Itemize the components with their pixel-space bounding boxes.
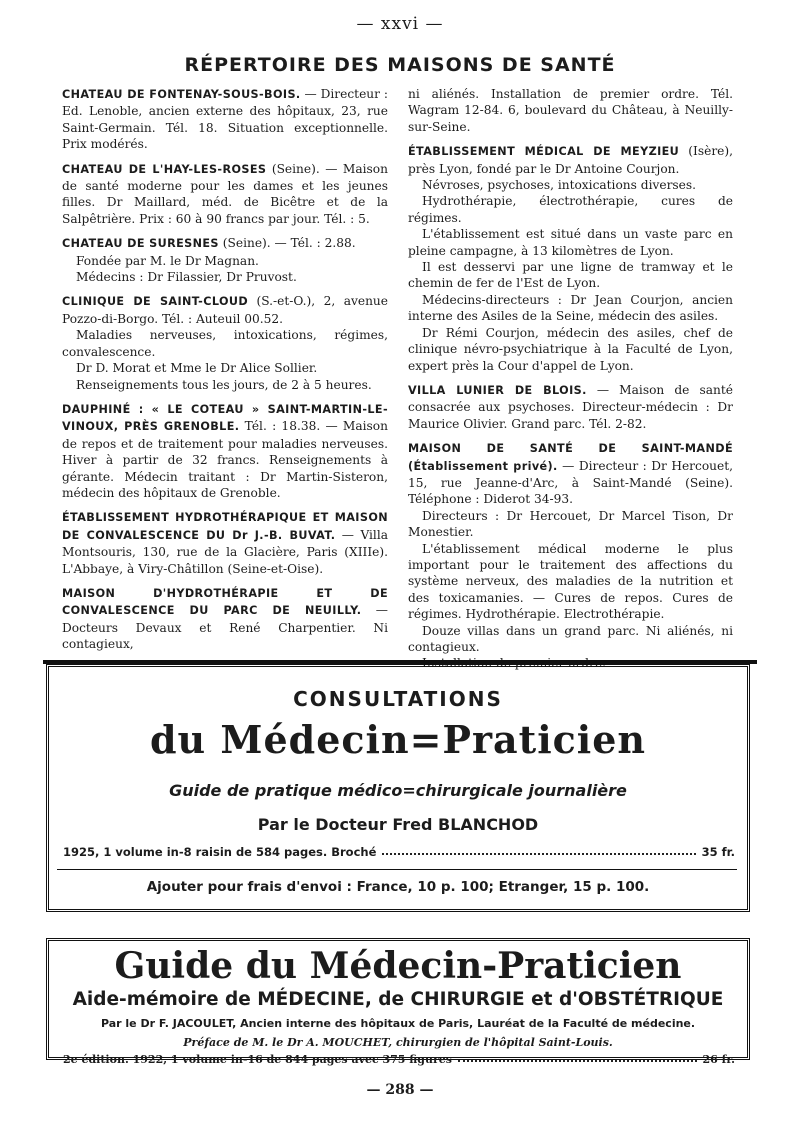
entry-body: — Villa Montsouris, 130, rue de la Glacière, Paris (XIIIe). L'Abbaye, à Viry-Châtillon (Seine-et-Oise). <box>62 527 388 576</box>
entry-body: (Seine). — Maison de santé moderne pour les dames et les jeunes filles. Dr Maillard, méd. de Bicêtre et de la Salpêtrière. Prix : 60 à 90 francs par jour. Tél. : 5. <box>62 161 388 226</box>
entry-paragraph: Dr D. Morat et Mme le Dr Alice Sollier. <box>76 361 318 376</box>
entry-heading: CHATEAU DE SURESNES <box>62 237 219 251</box>
page-footer-number: — 288 — <box>366 1082 434 1098</box>
entry-heading: VILLA LUNIER DE BLOIS. <box>408 383 587 397</box>
entry-paragraph: Dr Rémi Courjon, médecin des asiles, chef de clinique névro-psychiatrique à la Faculté de Lyon, expert près la Cour d'appel de Lyon. <box>408 325 733 373</box>
ad-edition: 1925, 1 volume in-8 raisin de 584 pages. Broché <box>63 845 377 859</box>
directory-entry <box>62 293 388 392</box>
entry-text <box>408 143 733 177</box>
entry-heading: CLINIQUE DE SAINT-CLOUD <box>62 295 249 309</box>
ad-shipping: Ajouter pour frais d'envoi : France, 10 p. 100; Etranger, 15 p. 100. <box>146 879 650 895</box>
entry-heading: ÉTABLISSEMENT MÉDICAL DE MEYZIEU <box>408 145 680 159</box>
page-number: — xxvi — <box>356 14 444 34</box>
directory-entry <box>408 440 733 672</box>
entry-heading: MAISON DE SANTÉ DE SAINT-MANDÉ (Établissement privé). <box>408 442 733 473</box>
entry-paragraph: Médecins-directeurs : Dr Jean Courjon, ancien interne des Asiles de la Seine, médecin des asiles. <box>408 292 733 324</box>
entry-text <box>62 585 388 653</box>
entry-body: — Directeur : Dr Hercouet, 15, rue Jeanne-d'Arc, à Saint-Mandé (Seine). Téléphone : Diderot 34-93. <box>408 458 733 507</box>
entry-text <box>62 401 388 501</box>
ad-title: du Médecin=Praticien <box>149 717 647 762</box>
entry-text <box>408 440 733 508</box>
entry-heading: DAUPHINÉ : « LE COTEAU » SAINT-MARTIN-LE-VINOUX, PRÈS GRENOBLE. <box>62 402 388 434</box>
entry-body: Tél. : 18.38. — Maison de repos et de traitement pour maladies nerveuses. Hiver à partir de 32 francs. Renseignements à gérante. Médecin traitant : Dr Martin-Sisteron, médecin des hôpitaux de Grenoble. <box>62 419 388 500</box>
entry-paragraph: L'établissement médical moderne le plus important pour le traitement des affections du système nerveux, des maladies de la nutrition et des toxicamanies. — Cures de repos. Cures de régimes. Hydrothérapie. Electrothérapie. <box>408 541 733 622</box>
entry-text <box>62 509 388 577</box>
ad-price-line <box>63 1053 735 1066</box>
entry-heading: CHATEAU DE FONTENAY-SOUS-BOIS. <box>62 88 301 101</box>
entry-heading: MAISON D'HYDROTHÉRAPIE ET DE CONVALESCENCE DU PARC DE NEUILLY. <box>62 586 388 618</box>
entry-heading: ÉTABLISSEMENT HYDROTHÉRAPIQUE ET MAISON DE CONVALESCENCE DU Dr J.-B. BUVAT. <box>62 511 388 542</box>
entry-text <box>62 293 388 327</box>
ad-preface: Préface de M. le Dr A. MOUCHET, chirurgien de l'hôpital Saint-Louis. <box>183 1036 613 1049</box>
entry-paragraph: Médecins : Dr Filassier, Dr Pruvost. <box>76 270 297 285</box>
directory-entry <box>62 509 388 577</box>
entry-body: — Directeur : Ed. Lenoble, ancien externe des hôpitaux, 23, rue Saint-Germain. Tél. 18. Situation exceptionnelle. Prix modérés. <box>62 87 388 152</box>
entry-paragraph: Névroses, psychoses, intoxications diverses. <box>422 178 696 193</box>
entry-body: (Isère), près Lyon, fondé par le Dr Antoine Courjon. <box>408 144 733 176</box>
ad-price-line <box>63 845 735 859</box>
ad-subtitle: Guide de pratique médico=chirurgicale journalière <box>169 781 627 800</box>
divider <box>57 869 737 870</box>
directory-entry <box>62 585 388 653</box>
entry-body: — Maison de santé consacrée aux psychoses. Directeur-médecin : Dr Maurice Olivier. Grand parc. Tél. 2-82. <box>408 382 733 431</box>
entry-text <box>62 161 388 228</box>
entry-paragraph: Renseignements tous les jours, de 2 à 5 heures. <box>76 377 372 392</box>
entry-text <box>408 86 733 135</box>
entry-body: (Seine). — Tél. : 2.88. <box>218 236 356 251</box>
directory-entry <box>62 86 388 153</box>
entry-paragraph: Directeurs : Dr Hercouet, Dr Marcel Tison, Dr Monestier. <box>408 508 733 540</box>
directory-entry <box>408 86 733 135</box>
ad-heading: CONSULTATIONS <box>293 687 503 711</box>
entry-body: (S.-et-O.), 2, avenue Pozzo-di-Borgo. Tél. : Auteuil 00.52. <box>62 294 388 326</box>
entry-paragraph: Douze villas dans un grand parc. Ni aliénés, ni contagieux. <box>408 623 733 654</box>
entry-heading: CHATEAU DE L'HAY-LES-ROSES <box>62 162 267 176</box>
entry-paragraph: Maladies nerveuses, intoxications, régimes, convalescence. <box>62 328 388 359</box>
divider <box>43 660 757 664</box>
entry-paragraph: Fondée par M. le Dr Magnan. <box>76 253 259 268</box>
ad-author: Par le Docteur Fred BLANCHOD <box>257 815 539 834</box>
entry-text <box>408 382 733 432</box>
directory-entry <box>62 161 388 228</box>
entry-body: — Docteurs Devaux et René Charpentier. Ni contagieux, <box>62 603 388 652</box>
advertisement-guide <box>46 938 750 1066</box>
directory-entry <box>408 143 733 374</box>
advertisement-consultations <box>46 664 750 912</box>
directory-entry <box>62 235 388 285</box>
ad-edition: 2e édition. 1922, 1 volume in-16 de 844 pages avec 375 figures <box>63 1053 452 1066</box>
entry-text <box>62 235 388 252</box>
ad-subtitle: Aide-mémoire de MÉDECINE, de CHIRURGIE et d'OBSTÉTRIQUE <box>72 989 724 1010</box>
leader-dots <box>382 845 695 855</box>
left-column <box>62 86 388 661</box>
ad-title: Guide du Médecin-Praticien <box>114 945 682 987</box>
directory-entry <box>62 401 388 501</box>
entry-body: ni aliénés. Installation de premier ordre. Tél. Wagram 12-84. 6, boulevard du Château, à Neuilly-sur-Seine. <box>408 87 733 134</box>
ad-author: Par le Dr F. JACOULET, Ancien interne des hôpitaux de Paris, Lauréat de la Faculté de médecine. <box>100 1017 696 1030</box>
entry-paragraph: Hydrothérapie, électrothérapie, cures de régimes. <box>408 194 733 225</box>
page-title: RÉPERTOIRE DES MAISONS DE SANTÉ <box>184 54 616 76</box>
ad-price: 26 fr. <box>702 1053 735 1066</box>
entry-paragraph: L'établissement est situé dans un vaste parc en pleine campagne, à 13 kilomètres de Lyon. <box>408 227 733 258</box>
directory-entry <box>408 382 733 432</box>
ad-price: 35 fr. <box>701 845 735 859</box>
leader-dots <box>458 1053 697 1062</box>
right-column <box>408 86 733 680</box>
entry-paragraph: Il est desservi par une ligne de tramway et le chemin de fer de l'Est de Lyon. <box>408 260 733 291</box>
entry-text <box>62 86 388 153</box>
